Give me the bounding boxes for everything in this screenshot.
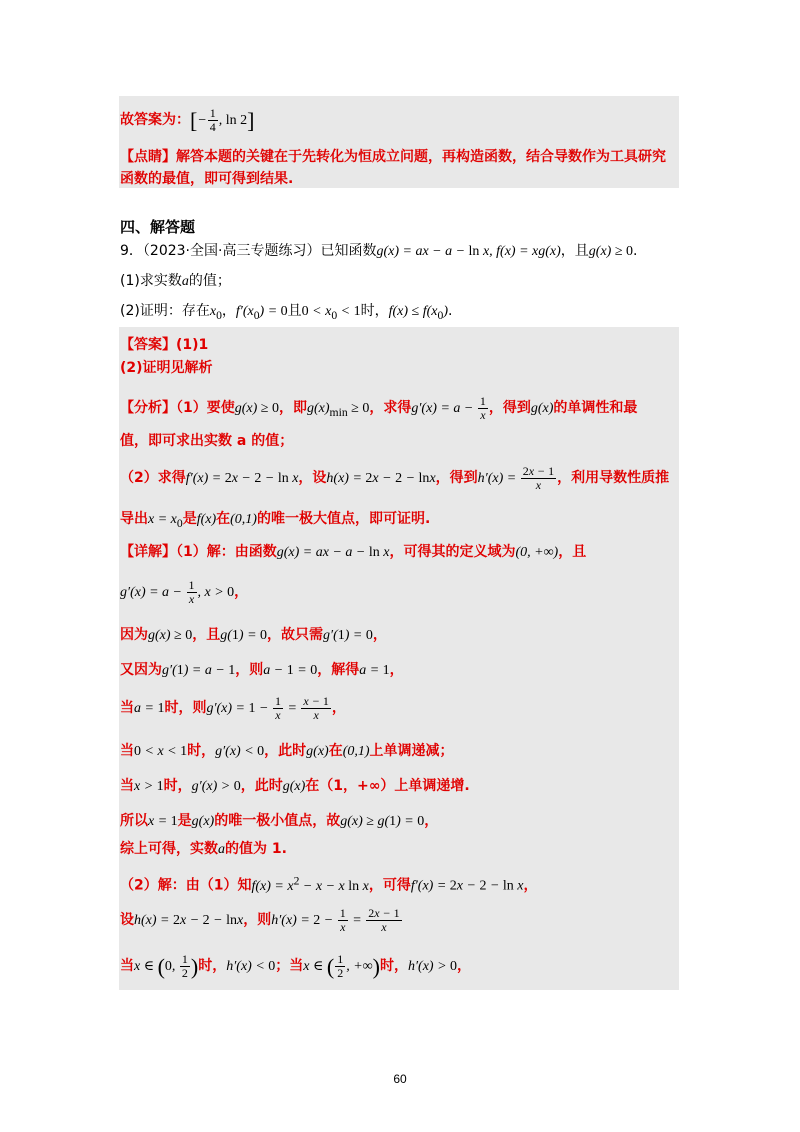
- solution-line-7: 当x > 1时，g′(x) > 0，此时g(x)在（1，+∞）上单调递增.: [120, 778, 470, 794]
- analysis-line-3: （2）求得f′(x) = 2x − 2 − ln x，设h(x) = 2x − 2 − lnx，得到h′(x) = $\frac{2x - 1}{x}$ ，利用导数性质推: [120, 464, 670, 493]
- solution-line-11: 设h(x) = 2x − 2 − lnx，则h′(x) = 2 − $\frac{1}{x}$ = $\frac{2x - 1}{x}$: [120, 906, 400, 935]
- tip-line-1: 【点睛】解答本题的关键在于先转化为恒成立问题，再构造函数，结合导数作为工具研究: [120, 149, 666, 165]
- page-number: 60: [393, 1072, 407, 1086]
- solution-line-8: 所以x = 1是g(x)的唯一极小值点，故g(x) ≥ g(1) = 0，: [120, 813, 439, 829]
- solution-line-6: 当0 < x < 1时，g′(x) < 0，此时g(x)在(0,1)上单调递减；: [120, 743, 454, 759]
- tip-line-2: 函数的最值，即可得到结果.: [120, 171, 294, 187]
- solution-line-9: 综上可得，实数a的值为 1.: [120, 841, 287, 857]
- analysis-line-1: 【分析】（1）要使g(x) ≥ 0，即$g(x)_{min} \ge 0$，求得g′(x) = a − $\frac{1}{x}$ ，得到g(x)的单调性和最: [120, 394, 638, 423]
- question-part-2: (2)证明：存在$x_0$，$f'(x_0) = 0$且$0 < x_0 < 1$时，$f(x) \le f(x_0)$.: [120, 303, 453, 322]
- solution-line-4: 又因为g′(1) = a − 1，则a − 1 = 0，解得a = 1，: [120, 662, 404, 678]
- solution-line-12: 当x ∈ (0, $\frac{1}{2}$ )时，h′(x) < 0；当x ∈ ( $\frac{1}{2}$ , +∞)时，h′(x) > 0，: [120, 952, 472, 981]
- analysis-line-4: 导出$x = x_0$是f(x)在(0,1)的唯一极大值点，即可证明.: [120, 511, 431, 530]
- solution-line-5: 当a = 1时，则g′(x) = 1 − $\frac{1}{x}$ = $\frac{x - 1}{x}$ ，: [120, 694, 346, 723]
- solution-line-2: g′(x) = a − $\frac{1}{x}$ , x > 0，: [120, 578, 249, 607]
- answer-line-2: (2)证明见解析: [120, 360, 213, 376]
- section-title: 四、解答题: [120, 218, 196, 236]
- analysis-line-2: 值，即可求出实数 a 的值；: [120, 433, 294, 449]
- solution-line-10: （2）解：由（1）知$f(x) = x^2 - x - x$ ln x，可得f′(x) = 2x − 2 − ln x，: [120, 874, 538, 894]
- solution-line-3: 因为g(x) ≥ 0，且g(1) = 0，故只需g′(1) = 0，: [120, 627, 387, 643]
- question-stem: 9．（2023·全国·高三专题练习）已知函数g(x) = ax − a − ln x, f(x) = xg(x)，且g(x) ≥ 0.: [120, 243, 638, 259]
- solution-line-1: 【详解】（1）解：由函数g(x) = ax − a − ln x，可得其的定义域为(0, +∞)，且: [120, 544, 587, 560]
- answer-label: 【答案】(1)1: [120, 337, 209, 353]
- previous-answer-line: 故答案为：[− $\frac{1}{4}$ , ln 2]: [120, 106, 255, 135]
- question-part-1: (1)求实数a的值；: [120, 273, 231, 289]
